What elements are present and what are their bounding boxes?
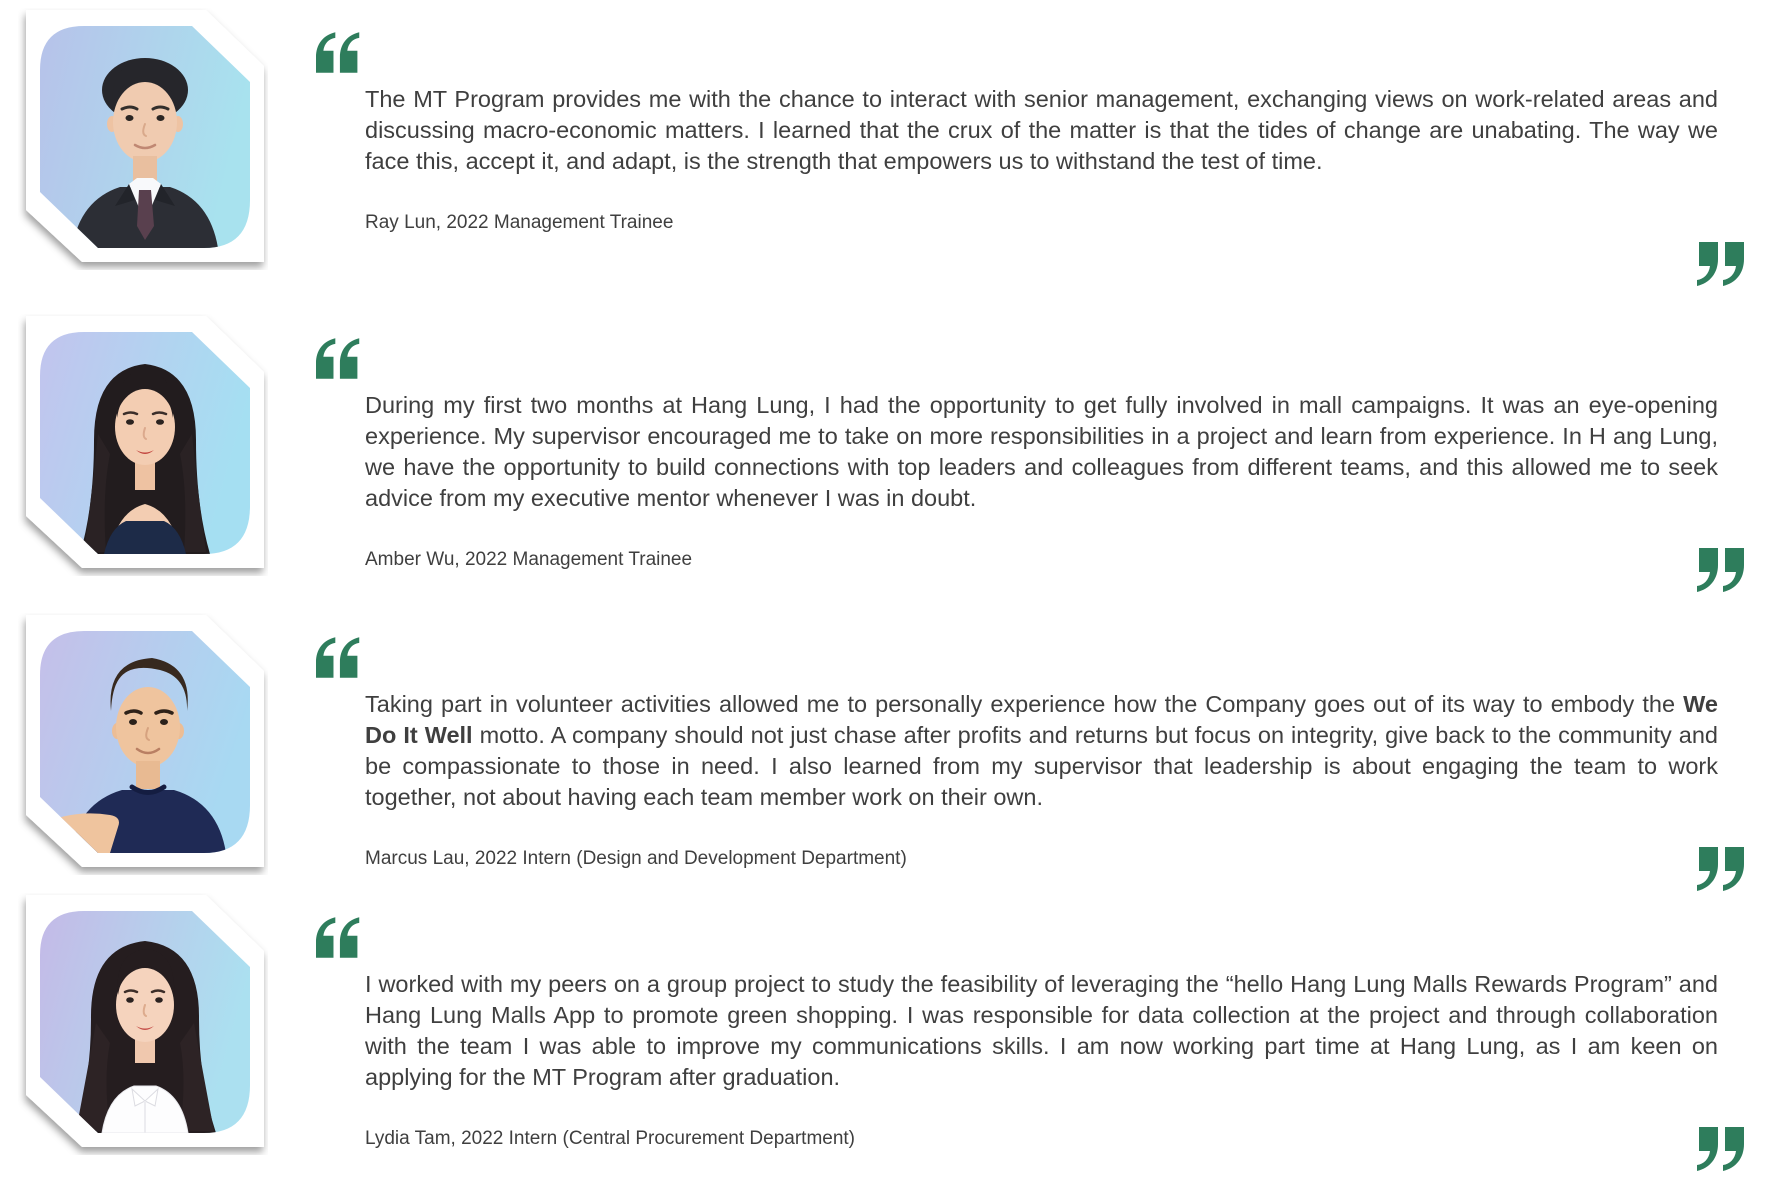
photo-frame: [18, 8, 268, 270]
quote-segment-bold: We Do It Well: [365, 691, 1718, 748]
testimonial-lydia-tam: [18, 893, 1770, 1155]
close-quote-icon: [1693, 547, 1745, 592]
quote-block: [318, 893, 1770, 1155]
quote-segment: I worked with my peers on a group project to study the feasibility of leveraging the “hello Hang Lung Malls Rewards Program” and Hang Lung Malls App to promote green shopping. I was responsible for data collection at the project and through collaboration with the team I was able to improve my communications skills. I am now working part time at Hang Lung, as I am keen on applying for the MT Program after graduation.: [365, 971, 1718, 1090]
quote-block: [318, 613, 1770, 875]
testimonial-amber-wu: [18, 314, 1770, 576]
attribution: Amber Wu, 2022 Management Trainee: [365, 549, 693, 570]
photo-frame: [18, 893, 268, 1155]
testimonial-ray-lun: [18, 8, 1770, 270]
quote-block: [318, 314, 1770, 576]
attribution: Lydia Tam, 2022 Intern (Central Procurement Department): [365, 1128, 856, 1149]
quote-segment: The MT Program provides me with the chance to interact with senior management, exchanging views on work-related areas and discussing macro-economic matters. I learned that the crux of the matter is that the tides of change are unabating. The way we face this, accept it, and adapt, is the strength that empowers us to withstand the test of time.: [365, 86, 1718, 174]
photo-frame: [18, 613, 268, 875]
open-quote-icon: [316, 637, 362, 679]
photo-amber-wu: [18, 314, 268, 576]
close-quote-icon: [1693, 846, 1745, 891]
photo-marcus-lau: [18, 613, 268, 875]
quote-text: [365, 689, 1718, 813]
open-quote-icon: [316, 917, 362, 959]
close-quote-icon: [1693, 241, 1745, 286]
quote-text: [365, 969, 1718, 1093]
attribution: Ray Lun, 2022 Management Trainee: [365, 212, 674, 233]
quote-text: [365, 390, 1718, 514]
open-quote-icon: [316, 338, 362, 380]
photo-ray-lun: [18, 8, 268, 270]
open-quote-icon: [316, 32, 362, 74]
photo-frame: [18, 314, 268, 576]
quote-text: [365, 84, 1718, 177]
photo-lydia-tam: [18, 893, 268, 1155]
close-quote-icon: [1693, 1126, 1745, 1171]
quote-block: [318, 8, 1770, 270]
quote-segment: During my first two months at Hang Lung, I had the opportunity to get fully involved in mall campaigns. It was an eye-opening experience. My supervisor encouraged me to take on more responsibilities in a project and learn from experience. In H ang Lung, we have the opportunity to build connections with top leaders and colleagues from different teams, and this allowed me to seek advice from my executive mentor whenever I was in doubt.: [365, 392, 1718, 511]
quote-segment: motto. A company should not just chase after profits and returns but focus on integrity, give back to the community and be compassionate to those in need. I also learned from my supervisor that leadership is about engaging the team to work together, not about having each team member work on their own.: [365, 722, 1718, 810]
quote-segment: Taking part in volunteer activities allowed me to personally experience how the Company goes out of its way to embody the: [365, 691, 1684, 717]
attribution: Marcus Lau, 2022 Intern (Design and Development Department): [365, 848, 907, 869]
testimonial-marcus-lau: [18, 613, 1770, 875]
